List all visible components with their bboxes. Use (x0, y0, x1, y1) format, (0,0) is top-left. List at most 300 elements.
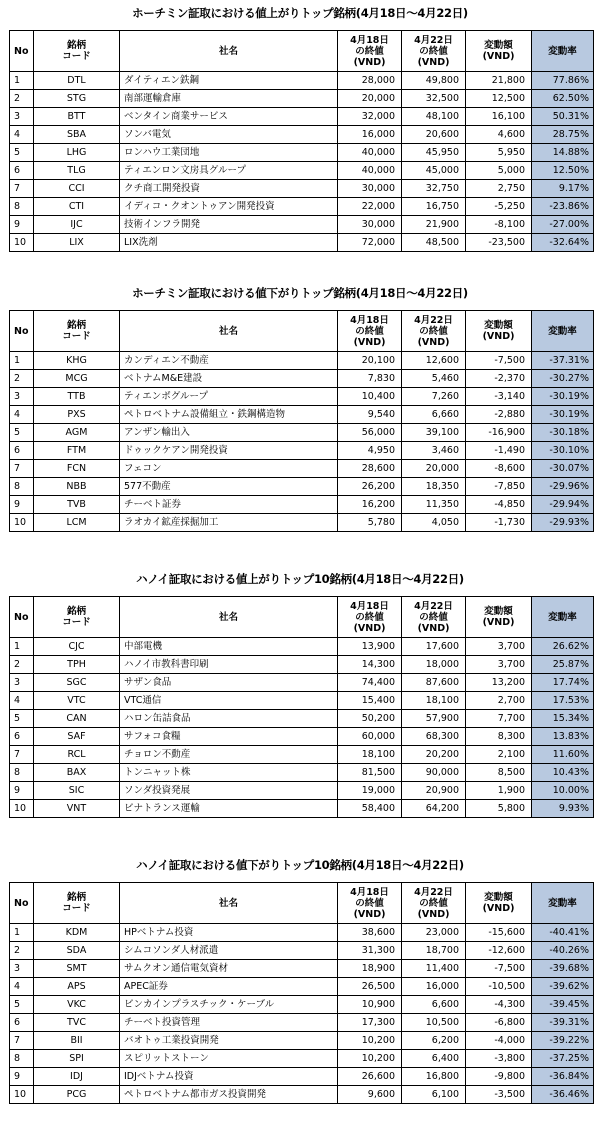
cell-change: -16,900 (466, 424, 532, 442)
cell-change-rate: 62.50% (532, 90, 594, 108)
table-row (10, 978, 594, 996)
cell-change: 5,800 (466, 800, 532, 818)
table-header-row (10, 31, 594, 72)
cell-code: SGC (34, 674, 120, 692)
cell-company-name: ハノイ市教科書印刷 (120, 656, 338, 674)
cell-no: 6 (10, 1014, 34, 1032)
cell-code: AGM (34, 424, 120, 442)
header-rate: 変動率 (532, 883, 594, 924)
cell-curr-close: 18,350 (402, 478, 466, 496)
cell-no: 2 (10, 942, 34, 960)
header-no: No (10, 311, 34, 352)
cell-change: 8,300 (466, 728, 532, 746)
cell-curr-close: 49,800 (402, 72, 466, 90)
header-rate: 変動率 (532, 31, 594, 72)
table-row (10, 442, 594, 460)
cell-change: -9,800 (466, 1068, 532, 1086)
cell-prev-close: 7,830 (338, 370, 402, 388)
table-row (10, 108, 594, 126)
cell-no: 8 (10, 478, 34, 496)
table-row (10, 960, 594, 978)
cell-company-name: サザン食品 (120, 674, 338, 692)
cell-change: -3,140 (466, 388, 532, 406)
cell-prev-close: 28,000 (338, 72, 402, 90)
cell-change-rate: -37.25% (532, 1050, 594, 1068)
cell-no: 4 (10, 126, 34, 144)
cell-prev-close: 10,200 (338, 1032, 402, 1050)
cell-curr-close: 20,200 (402, 746, 466, 764)
cell-company-name: ハロン缶詰食品 (120, 710, 338, 728)
cell-no: 3 (10, 960, 34, 978)
cell-prev-close: 40,000 (338, 162, 402, 180)
cell-change: -4,000 (466, 1032, 532, 1050)
cell-prev-close: 26,500 (338, 978, 402, 996)
cell-code: TVB (34, 496, 120, 514)
cell-prev-close: 38,600 (338, 924, 402, 942)
cell-curr-close: 45,950 (402, 144, 466, 162)
cell-prev-close: 74,400 (338, 674, 402, 692)
table-row (10, 1014, 594, 1032)
cell-change: -7,850 (466, 478, 532, 496)
cell-company-name: チーベト証券 (120, 496, 338, 514)
cell-change-rate: 28.75% (532, 126, 594, 144)
cell-company-name: ビナトランス運輸 (120, 800, 338, 818)
cell-prev-close: 18,900 (338, 960, 402, 978)
cell-code: LHG (34, 144, 120, 162)
cell-change: -8,600 (466, 460, 532, 478)
cell-change-rate: -30.27% (532, 370, 594, 388)
header-change: 変動額 (VND) (466, 883, 532, 924)
cell-prev-close: 20,100 (338, 352, 402, 370)
header-curr-close: 4月22日 の終値 (VND) (402, 31, 466, 72)
table-row (10, 234, 594, 252)
cell-change-rate: 12.50% (532, 162, 594, 180)
cell-change: 2,100 (466, 746, 532, 764)
table-row (10, 90, 594, 108)
cell-no: 1 (10, 72, 34, 90)
cell-change: 4,600 (466, 126, 532, 144)
cell-change: -2,880 (466, 406, 532, 424)
cell-prev-close: 20,000 (338, 90, 402, 108)
stock-table (9, 30, 594, 252)
cell-curr-close: 32,750 (402, 180, 466, 198)
stock-table (9, 310, 594, 532)
table-row (10, 216, 594, 234)
cell-change-rate: 25.87% (532, 656, 594, 674)
cell-company-name: カンディエン不動産 (120, 352, 338, 370)
cell-prev-close: 60,000 (338, 728, 402, 746)
cell-change: 16,100 (466, 108, 532, 126)
header-name: 社名 (120, 311, 338, 352)
cell-code: IDJ (34, 1068, 120, 1086)
cell-code: SIC (34, 782, 120, 800)
table-row (10, 514, 594, 532)
header-name: 社名 (120, 31, 338, 72)
cell-company-name: LIX洗剤 (120, 234, 338, 252)
table-row (10, 1032, 594, 1050)
header-code: 銘柄 コード (34, 31, 120, 72)
cell-change: -10,500 (466, 978, 532, 996)
cell-code: VTC (34, 692, 120, 710)
cell-change-rate: 15.34% (532, 710, 594, 728)
cell-change-rate: -40.41% (532, 924, 594, 942)
header-name: 社名 (120, 597, 338, 638)
cell-change-rate: -39.62% (532, 978, 594, 996)
cell-no: 1 (10, 924, 34, 942)
cell-prev-close: 81,500 (338, 764, 402, 782)
cell-prev-close: 9,600 (338, 1086, 402, 1104)
cell-prev-close: 15,400 (338, 692, 402, 710)
cell-change: 12,500 (466, 90, 532, 108)
table-row (10, 800, 594, 818)
cell-curr-close: 12,600 (402, 352, 466, 370)
cell-no: 4 (10, 978, 34, 996)
stock-table (9, 596, 594, 818)
table-row (10, 478, 594, 496)
cell-prev-close: 72,000 (338, 234, 402, 252)
table-row (10, 460, 594, 478)
table-row (10, 352, 594, 370)
cell-company-name: HPベトナム投資 (120, 924, 338, 942)
cell-change-rate: 14.88% (532, 144, 594, 162)
cell-code: CAN (34, 710, 120, 728)
cell-no: 10 (10, 514, 34, 532)
header-no: No (10, 597, 34, 638)
header-curr-close: 4月22日 の終値 (VND) (402, 311, 466, 352)
table-row (10, 764, 594, 782)
table-row (10, 72, 594, 90)
cell-change-rate: 26.62% (532, 638, 594, 656)
cell-curr-close: 20,900 (402, 782, 466, 800)
header-code: 銘柄 コード (34, 311, 120, 352)
cell-company-name: サフォコ食糧 (120, 728, 338, 746)
cell-prev-close: 10,200 (338, 1050, 402, 1068)
cell-change-rate: 10.00% (532, 782, 594, 800)
cell-change-rate: 17.74% (532, 674, 594, 692)
cell-no: 10 (10, 234, 34, 252)
header-rate: 変動率 (532, 311, 594, 352)
cell-no: 3 (10, 108, 34, 126)
header-prev-close: 4月18日 の終値 (VND) (338, 883, 402, 924)
cell-curr-close: 57,900 (402, 710, 466, 728)
cell-company-name: ラオカイ鉱産採掘加工 (120, 514, 338, 532)
table-row (10, 942, 594, 960)
cell-curr-close: 6,200 (402, 1032, 466, 1050)
cell-curr-close: 17,600 (402, 638, 466, 656)
table-row (10, 692, 594, 710)
cell-curr-close: 23,000 (402, 924, 466, 942)
cell-no: 9 (10, 216, 34, 234)
cell-change-rate: -39.68% (532, 960, 594, 978)
cell-prev-close: 26,200 (338, 478, 402, 496)
cell-curr-close: 18,700 (402, 942, 466, 960)
cell-prev-close: 4,950 (338, 442, 402, 460)
cell-code: SBA (34, 126, 120, 144)
cell-company-name: APEC証券 (120, 978, 338, 996)
cell-no: 7 (10, 746, 34, 764)
cell-code: LIX (34, 234, 120, 252)
cell-curr-close: 6,400 (402, 1050, 466, 1068)
cell-change-rate: -39.45% (532, 996, 594, 1014)
cell-curr-close: 6,100 (402, 1086, 466, 1104)
cell-change: 2,750 (466, 180, 532, 198)
cell-curr-close: 3,460 (402, 442, 466, 460)
cell-change: -5,250 (466, 198, 532, 216)
cell-no: 4 (10, 692, 34, 710)
table-row (10, 746, 594, 764)
table-row (10, 424, 594, 442)
table-row (10, 728, 594, 746)
cell-change-rate: -23.86% (532, 198, 594, 216)
cell-curr-close: 16,750 (402, 198, 466, 216)
cell-company-name: イディコ・クオントゥアン開発投資 (120, 198, 338, 216)
cell-change-rate: -30.19% (532, 406, 594, 424)
cell-company-name: ドゥックケアン開発投資 (120, 442, 338, 460)
cell-code: SAF (34, 728, 120, 746)
cell-prev-close: 17,300 (338, 1014, 402, 1032)
cell-prev-close: 56,000 (338, 424, 402, 442)
cell-company-name: チョロン不動産 (120, 746, 338, 764)
cell-prev-close: 18,100 (338, 746, 402, 764)
cell-no: 5 (10, 996, 34, 1014)
cell-code: DTL (34, 72, 120, 90)
cell-curr-close: 32,500 (402, 90, 466, 108)
header-curr-close: 4月22日 の終値 (VND) (402, 597, 466, 638)
cell-prev-close: 5,780 (338, 514, 402, 532)
header-prev-close: 4月18日 の終値 (VND) (338, 311, 402, 352)
cell-company-name: アンザン輸出入 (120, 424, 338, 442)
cell-company-name: ロンハウ工業団地 (120, 144, 338, 162)
cell-change: -3,800 (466, 1050, 532, 1068)
table-row (10, 180, 594, 198)
cell-prev-close: 32,000 (338, 108, 402, 126)
cell-code: FTM (34, 442, 120, 460)
cell-code: RCL (34, 746, 120, 764)
cell-code: MCG (34, 370, 120, 388)
cell-company-name: 中部電機 (120, 638, 338, 656)
table-row (10, 198, 594, 216)
table-row (10, 126, 594, 144)
cell-change: -12,600 (466, 942, 532, 960)
cell-code: APS (34, 978, 120, 996)
cell-company-name: ペトロベトナム設備組立・鉄鋼構造物 (120, 406, 338, 424)
cell-change-rate: -40.26% (532, 942, 594, 960)
table-row (10, 924, 594, 942)
cell-change: -6,800 (466, 1014, 532, 1032)
cell-code: VNT (34, 800, 120, 818)
cell-company-name: IDJベトナム投資 (120, 1068, 338, 1086)
cell-prev-close: 26,600 (338, 1068, 402, 1086)
cell-no: 6 (10, 442, 34, 460)
cell-prev-close: 16,000 (338, 126, 402, 144)
cell-code: KDM (34, 924, 120, 942)
cell-curr-close: 68,300 (402, 728, 466, 746)
cell-company-name: ビンカインプラスチック・ケーブル (120, 996, 338, 1014)
cell-code: SMT (34, 960, 120, 978)
cell-curr-close: 6,600 (402, 996, 466, 1014)
cell-company-name: フェコン (120, 460, 338, 478)
cell-change-rate: -37.31% (532, 352, 594, 370)
cell-no: 7 (10, 180, 34, 198)
cell-company-name: ソンバ電気 (120, 126, 338, 144)
cell-change: -7,500 (466, 960, 532, 978)
cell-change: -15,600 (466, 924, 532, 942)
cell-no: 6 (10, 728, 34, 746)
table-row (10, 1086, 594, 1104)
cell-change: -1,490 (466, 442, 532, 460)
cell-no: 7 (10, 460, 34, 478)
cell-change: -2,370 (466, 370, 532, 388)
header-prev-close: 4月18日 の終値 (VND) (338, 31, 402, 72)
cell-curr-close: 64,200 (402, 800, 466, 818)
cell-code: SPI (34, 1050, 120, 1068)
cell-no: 1 (10, 352, 34, 370)
cell-prev-close: 50,200 (338, 710, 402, 728)
header-prev-close: 4月18日 の終値 (VND) (338, 597, 402, 638)
cell-prev-close: 30,000 (338, 180, 402, 198)
cell-company-name: VTC通信 (120, 692, 338, 710)
table-row (10, 406, 594, 424)
cell-change-rate: 77.86% (532, 72, 594, 90)
cell-curr-close: 18,000 (402, 656, 466, 674)
cell-prev-close: 40,000 (338, 144, 402, 162)
cell-change: -8,100 (466, 216, 532, 234)
header-no: No (10, 31, 34, 72)
table-title: ホーチミン証取における値下がりトップ銘柄(4月18日～4月22日) (132, 286, 468, 300)
table-header-row (10, 311, 594, 352)
cell-curr-close: 87,600 (402, 674, 466, 692)
cell-no: 5 (10, 144, 34, 162)
table-row (10, 370, 594, 388)
cell-code: BII (34, 1032, 120, 1050)
cell-prev-close: 13,900 (338, 638, 402, 656)
table-header-row (10, 883, 594, 924)
cell-curr-close: 20,000 (402, 460, 466, 478)
cell-curr-close: 48,500 (402, 234, 466, 252)
cell-curr-close: 11,350 (402, 496, 466, 514)
cell-prev-close: 16,200 (338, 496, 402, 514)
cell-no: 5 (10, 710, 34, 728)
cell-change: 2,700 (466, 692, 532, 710)
cell-company-name: ダイティエン鉄鋼 (120, 72, 338, 90)
table-row (10, 496, 594, 514)
cell-prev-close: 58,400 (338, 800, 402, 818)
cell-no: 8 (10, 764, 34, 782)
cell-code: STG (34, 90, 120, 108)
cell-curr-close: 21,900 (402, 216, 466, 234)
cell-prev-close: 14,300 (338, 656, 402, 674)
table-row (10, 996, 594, 1014)
table-header-row (10, 597, 594, 638)
cell-company-name: サムクオン通信電気資材 (120, 960, 338, 978)
cell-prev-close: 22,000 (338, 198, 402, 216)
cell-no: 2 (10, 656, 34, 674)
cell-company-name: 技術インフラ開発 (120, 216, 338, 234)
header-change: 変動額 (VND) (466, 31, 532, 72)
stock-table (9, 882, 594, 1104)
table-row (10, 710, 594, 728)
cell-change-rate: -39.31% (532, 1014, 594, 1032)
cell-change-rate: -29.93% (532, 514, 594, 532)
cell-no: 2 (10, 90, 34, 108)
cell-change: -4,300 (466, 996, 532, 1014)
cell-curr-close: 7,260 (402, 388, 466, 406)
table-title: ホーチミン証取における値上がりトップ銘柄(4月18日～4月22日) (132, 6, 468, 20)
table-title: ハノイ証取における値下がりトップ10銘柄(4月18日～4月22日) (136, 858, 464, 872)
cell-no: 3 (10, 674, 34, 692)
cell-change: 3,700 (466, 656, 532, 674)
cell-company-name: チーベト投資管理 (120, 1014, 338, 1032)
table-row (10, 674, 594, 692)
cell-company-name: ペトロベトナム都市ガス投資開発 (120, 1086, 338, 1104)
cell-code: CTI (34, 198, 120, 216)
cell-prev-close: 9,540 (338, 406, 402, 424)
cell-change-rate: 17.53% (532, 692, 594, 710)
cell-change-rate: 9.93% (532, 800, 594, 818)
cell-code: IJC (34, 216, 120, 234)
cell-change-rate: 13.83% (532, 728, 594, 746)
cell-code: TLG (34, 162, 120, 180)
cell-prev-close: 10,900 (338, 996, 402, 1014)
cell-curr-close: 18,100 (402, 692, 466, 710)
cell-curr-close: 39,100 (402, 424, 466, 442)
cell-change: 21,800 (466, 72, 532, 90)
cell-company-name: ティエンボグループ (120, 388, 338, 406)
cell-curr-close: 16,000 (402, 978, 466, 996)
cell-no: 3 (10, 388, 34, 406)
cell-code: BAX (34, 764, 120, 782)
cell-company-name: トンニャット株 (120, 764, 338, 782)
cell-change: -3,500 (466, 1086, 532, 1104)
cell-change-rate: -36.84% (532, 1068, 594, 1086)
cell-no: 8 (10, 1050, 34, 1068)
cell-no: 5 (10, 424, 34, 442)
cell-company-name: スピリットストーン (120, 1050, 338, 1068)
cell-curr-close: 11,400 (402, 960, 466, 978)
header-change: 変動額 (VND) (466, 597, 532, 638)
cell-change-rate: -36.46% (532, 1086, 594, 1104)
cell-code: TTB (34, 388, 120, 406)
cell-curr-close: 6,660 (402, 406, 466, 424)
cell-change-rate: 9.17% (532, 180, 594, 198)
cell-curr-close: 90,000 (402, 764, 466, 782)
cell-code: TPH (34, 656, 120, 674)
table-row (10, 1068, 594, 1086)
cell-change: -23,500 (466, 234, 532, 252)
cell-change-rate: 11.60% (532, 746, 594, 764)
cell-code: CJC (34, 638, 120, 656)
cell-company-name: シムコソンダ人材派遣 (120, 942, 338, 960)
cell-no: 10 (10, 800, 34, 818)
cell-code: FCN (34, 460, 120, 478)
cell-company-name: ベンタイン商業サービス (120, 108, 338, 126)
header-no: No (10, 883, 34, 924)
table-row (10, 388, 594, 406)
cell-company-name: 南部運輸倉庫 (120, 90, 338, 108)
cell-change: 5,950 (466, 144, 532, 162)
cell-no: 7 (10, 1032, 34, 1050)
cell-change: 5,000 (466, 162, 532, 180)
cell-change: -1,730 (466, 514, 532, 532)
cell-no: 8 (10, 198, 34, 216)
cell-change: 1,900 (466, 782, 532, 800)
cell-curr-close: 45,000 (402, 162, 466, 180)
cell-change: 13,200 (466, 674, 532, 692)
header-code: 銘柄 コード (34, 883, 120, 924)
cell-code: KHG (34, 352, 120, 370)
cell-code: VKC (34, 996, 120, 1014)
cell-change-rate: -29.96% (532, 478, 594, 496)
